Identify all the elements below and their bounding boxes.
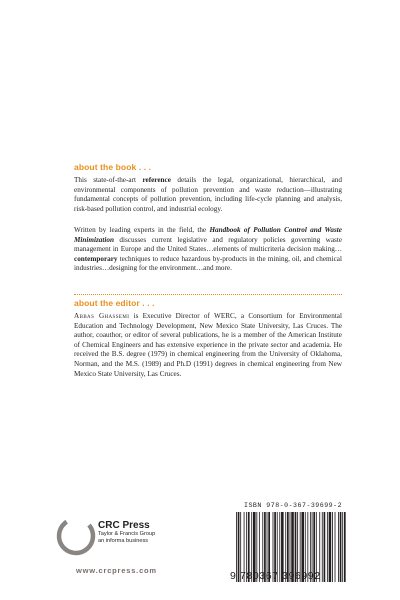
about-book-heading: about the book . . .	[74, 162, 152, 172]
publisher-name: CRC Press	[98, 520, 150, 531]
barcode-digits: 9 780367 396992	[230, 570, 321, 582]
about-book-paragraph-1: This state-of-the-art reference details the legal, organizational, hierarchical, and environmental components of pollution prevention and waste reduction—illustrating fundamental concepts of pollution prevention, including life-cycle planning and analysis, risk-based pollution control, and industrial ecology.	[74, 176, 342, 213]
publisher-name-block	[98, 520, 155, 545]
publisher-tagline: an informa business	[98, 538, 149, 544]
publisher-group: Taylor & Francis Group	[98, 531, 156, 537]
logo-letters: CRC	[61, 529, 91, 544]
editor-name: Abbas Ghassemi	[74, 312, 130, 320]
about-editor-heading: about the editor . . .	[74, 298, 155, 308]
section-divider	[74, 294, 342, 295]
about-book-paragraph-2: Written by leading experts in the field, the Handbook of Pollution Control and Waste Minimization discusses current legislative and regulatory policies governing waste management in Europe and the United States…elements of multicriteria decision making…contemporary techniques to reduce hazardous by-products in the mining, oil, and chemical industries…designing for the environment…and more.	[74, 226, 342, 273]
publisher-website: www.crcpress.com	[76, 566, 157, 575]
isbn-label: ISBN 978-0-367-39699-2	[244, 502, 343, 509]
about-editor-paragraph: Abbas Ghassemi is Executive Director of WERC, a Consortium for Environmental Education and Technology Development, New Mexico State University, Las Cruces. The author, coauthor, or editor of several publications, he is a member of the American Institute of Chemical Engineers and has extensive experience in the private sector and academia. He received the B.S. degree (1979) in chemical engineering from the University of Oklahoma, Norman, and the M.S. (1989) and Ph.D (1991) degrees in chemical engineering from New Mexico State University, Las Cruces.	[74, 312, 342, 378]
